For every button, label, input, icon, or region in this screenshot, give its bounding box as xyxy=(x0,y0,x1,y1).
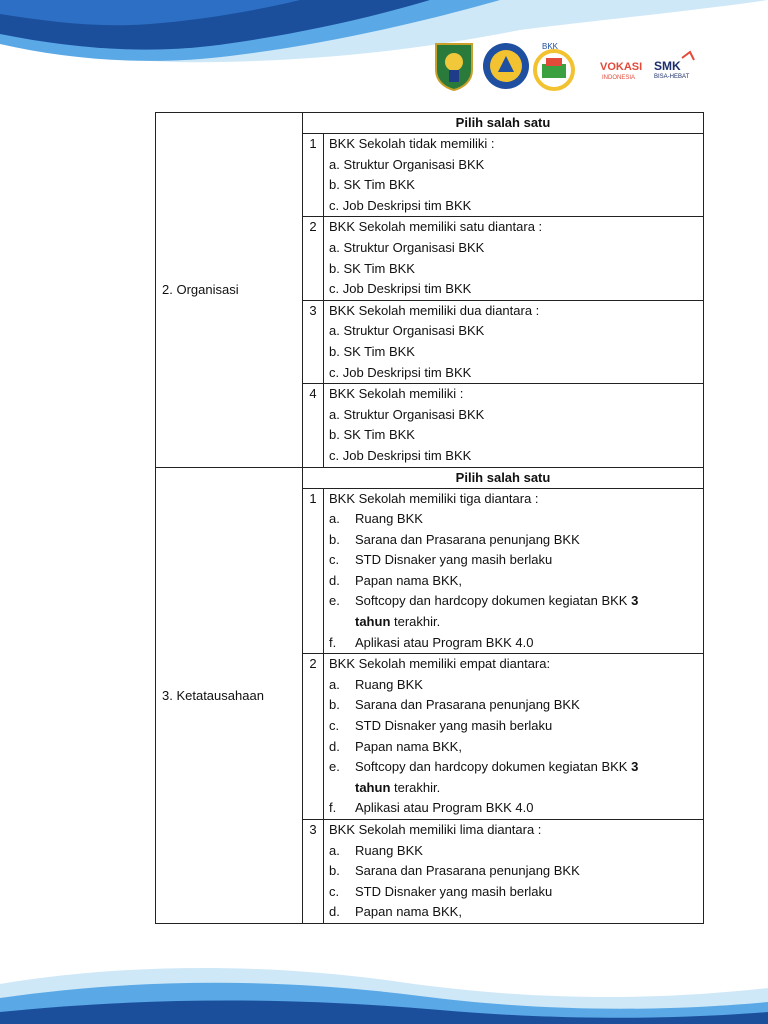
option-intro: BKK Sekolah memiliki : xyxy=(329,386,464,402)
option-number: 1 xyxy=(303,488,324,654)
option-item: b. SK Tim BKK xyxy=(329,343,415,359)
vokasi-logo xyxy=(600,61,642,81)
option-item: c. Job Deskripsi tim BKK xyxy=(329,281,472,297)
option-item: f. Aplikasi atau Program BKK 4.0 xyxy=(329,800,534,816)
svg-text:SMK: SMK xyxy=(654,59,681,73)
option-cell xyxy=(324,300,704,383)
option-item: d. Papan nama BKK, xyxy=(329,738,462,754)
assessment-table xyxy=(155,112,704,924)
option-intro: BKK Sekolah memiliki satu diantara : xyxy=(329,219,543,235)
option-item: b. Sarana dan Prasarana penunjang BKK xyxy=(329,531,580,547)
tut-wuri-handayani-logo xyxy=(483,43,529,89)
option-item: b. SK Tim BKK xyxy=(329,427,415,443)
option-item: d. Papan nama BKK, xyxy=(329,572,462,588)
option-item: e. Softcopy dan hardcopy dokumen kegiatan BKK 3 tahun terakhir. xyxy=(329,759,639,795)
category-ketatausahaan: 3. Ketatausahaan xyxy=(156,467,303,923)
svg-text:VOKASI: VOKASI xyxy=(600,61,643,73)
option-number: 2 xyxy=(303,217,324,300)
option-number: 3 xyxy=(303,300,324,383)
option-number: 4 xyxy=(303,384,324,467)
option-cell xyxy=(324,134,704,217)
option-item: c. Job Deskripsi tim BKK xyxy=(329,364,472,380)
option-item: a. Ruang BKK xyxy=(329,676,423,692)
option-item: a. Struktur Organisasi BKK xyxy=(329,156,485,172)
option-number: 1 xyxy=(303,134,324,217)
option-item: b. SK Tim BKK xyxy=(329,260,415,276)
option-item: c. Job Deskripsi tim BKK xyxy=(329,197,472,213)
bkk-logo xyxy=(535,42,573,89)
option-item: a. Ruang BKK xyxy=(329,511,423,527)
option-item: b. Sarana dan Prasarana penunjang BKK xyxy=(329,697,580,713)
footer-wave-decoration xyxy=(0,954,768,1024)
option-intro: BKK Sekolah memiliki empat diantara: xyxy=(329,656,551,672)
choose-one-header: Pilih salah satu xyxy=(303,113,704,134)
header-logos xyxy=(432,40,704,92)
option-item: c. STD Disnaker yang masih berlaku xyxy=(329,552,553,568)
option-number: 3 xyxy=(303,820,324,924)
jatim-emblem-logo xyxy=(436,44,472,90)
option-item: b. SK Tim BKK xyxy=(329,177,415,193)
option-intro: BKK Sekolah memiliki tiga diantara : xyxy=(329,490,539,506)
option-item: f. Aplikasi atau Program BKK 4.0 xyxy=(329,634,534,650)
option-cell xyxy=(324,488,704,654)
option-item: a. Struktur Organisasi BKK xyxy=(329,406,485,422)
svg-text:BISA-HEBAT: BISA-HEBAT xyxy=(654,74,690,80)
option-item: a. Struktur Organisasi BKK xyxy=(329,239,485,255)
option-intro: BKK Sekolah memiliki dua diantara : xyxy=(329,302,540,318)
option-item: c. STD Disnaker yang masih berlaku xyxy=(329,883,553,899)
svg-text:INDONESIA: INDONESIA xyxy=(602,75,636,81)
option-item: a. Struktur Organisasi BKK xyxy=(329,323,485,339)
option-cell xyxy=(324,217,704,300)
svg-text:BKK: BKK xyxy=(542,42,559,51)
option-item: c. STD Disnaker yang masih berlaku xyxy=(329,718,553,734)
choose-one-header: Pilih salah satu xyxy=(303,467,704,488)
option-item: e. Softcopy dan hardcopy dokumen kegiatan BKK 3 tahun terakhir. xyxy=(329,593,639,630)
option-item: c. Job Deskripsi tim BKK xyxy=(329,447,472,463)
option-intro: BKK Sekolah tidak memiliki : xyxy=(329,136,495,151)
table-row xyxy=(156,113,704,134)
option-cell xyxy=(324,654,704,820)
option-intro: BKK Sekolah memiliki lima diantara : xyxy=(329,822,542,837)
option-item: d. Papan nama BKK, xyxy=(329,904,462,920)
option-cell xyxy=(324,384,704,467)
option-item: a. Ruang BKK xyxy=(329,842,423,858)
option-cell xyxy=(324,820,704,924)
table-row xyxy=(156,467,704,488)
option-number: 2 xyxy=(303,654,324,820)
category-organisasi: 2. Organisasi xyxy=(156,113,303,468)
smk-bisa-hebat-logo xyxy=(654,52,694,80)
option-item: b. Sarana dan Prasarana penunjang BKK xyxy=(329,863,580,879)
